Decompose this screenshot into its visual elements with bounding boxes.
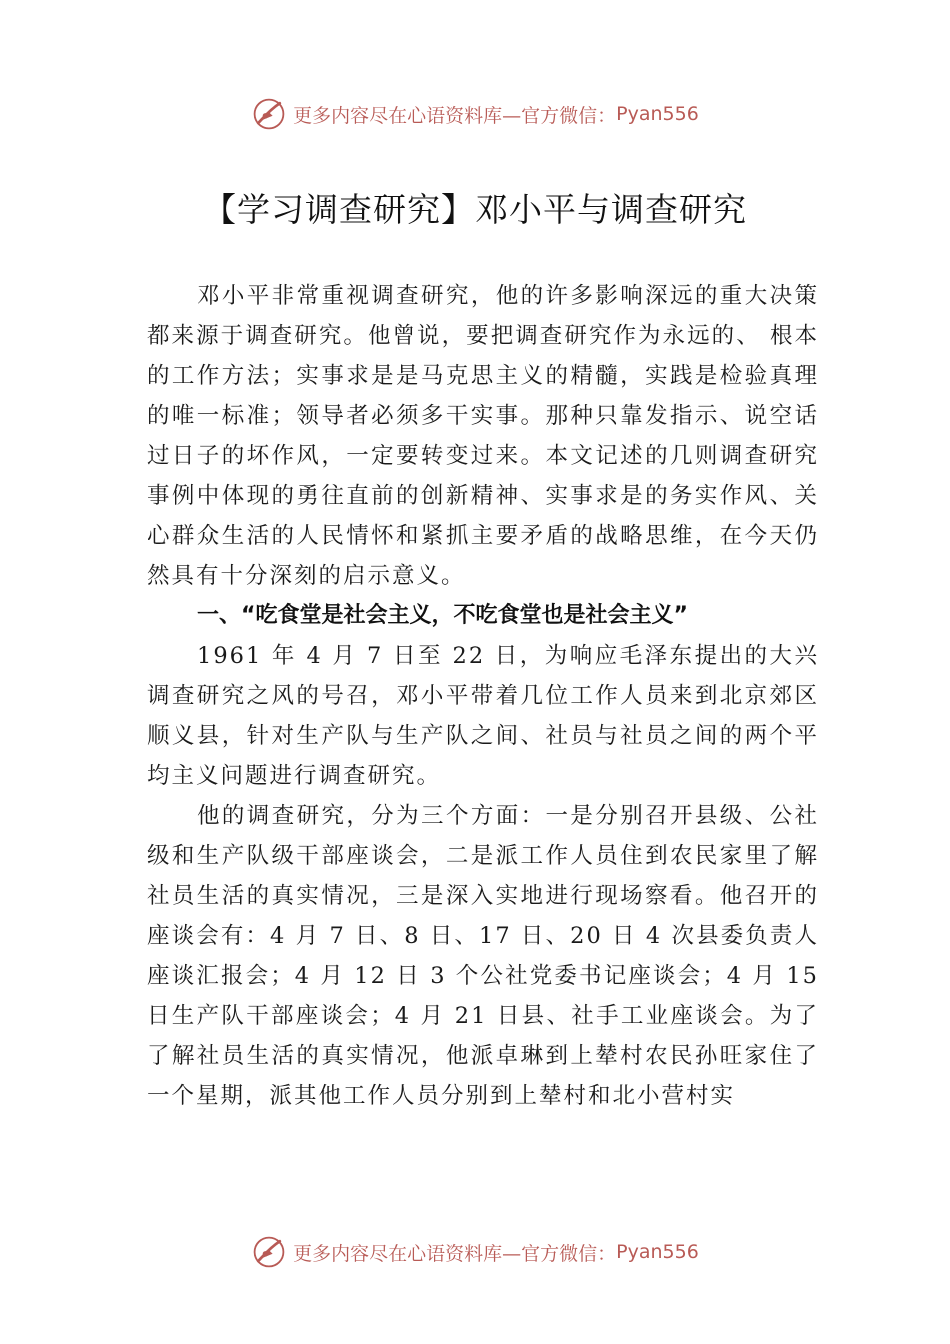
section-paragraph-2: 他的调查研究，分为三个方面：一是分别召开县级、公社级和生产队级干部座谈会，二是派工作人员住到农民家里了解社员生活的真实情况，三是深入实地进行现场察看。他召开的座谈会有：4 月 7 日、8 日、17 日、20 日 4 次县委负责人座谈汇报会；4 月 12 日 3 个公社党委书记座谈会；4 月 15 日生产队干部座谈会；4 月 21 日县、社手工业座谈会。为了了解社员生活的真实情况，他派卓琳到上辇村农民孙旺家住了一个星期，派其他工作人员分别到上辇村和北小营村实: [147, 803, 819, 1109]
watermark-banner-top: [0, 92, 950, 136]
watermark-wechat-id: Pyan556: [616, 103, 699, 125]
document-body: [147, 276, 819, 1116]
watermark-text: 更多内容尽在心语资料库—官方微信：: [293, 104, 617, 127]
watermark-banner-bottom: [0, 1230, 950, 1274]
section-heading: 一、“吃食堂是社会主义，不吃食堂也是社会主义”: [197, 603, 688, 628]
section-paragraph-1: 1961 年 4 月 7 日至 22 日，为响应毛泽东提出的大兴调查研究之风的号召，邓小平带着几位工作人员来到北京郊区顺义县，针对生产队与生产队之间、社员与社员之间的两个平均主义问题进行调查研究。: [147, 643, 819, 789]
document-title: 【学习调查研究】邓小平与调查研究: [203, 190, 747, 229]
intro-paragraph: 邓小平非常重视调查研究，他的许多影响深远的重大决策都来源于调查研究。他曾说，要把调查研究作为永远的、 根本的工作方法；实事求是是马克思主义的精髓，实践是检验真理的唯一标准；领导者必须多干实事。那种只靠发指示、说空话过日子的坏作风，一定要转变过来。本文记述的几则调查研究事例中体现的勇往直前的创新精神、实事求是的务实作风、关心群众生活的人民情怀和紧抓主要矛盾的战略思维，在今天仍然具有十分深刻的启示意义。: [147, 283, 819, 589]
watermark-text: 更多内容尽在心语资料库—官方微信：: [293, 1242, 617, 1265]
pen-logo-icon: [251, 1234, 287, 1270]
pen-logo-icon: [251, 96, 287, 132]
watermark-wechat-id: Pyan556: [616, 1241, 699, 1263]
